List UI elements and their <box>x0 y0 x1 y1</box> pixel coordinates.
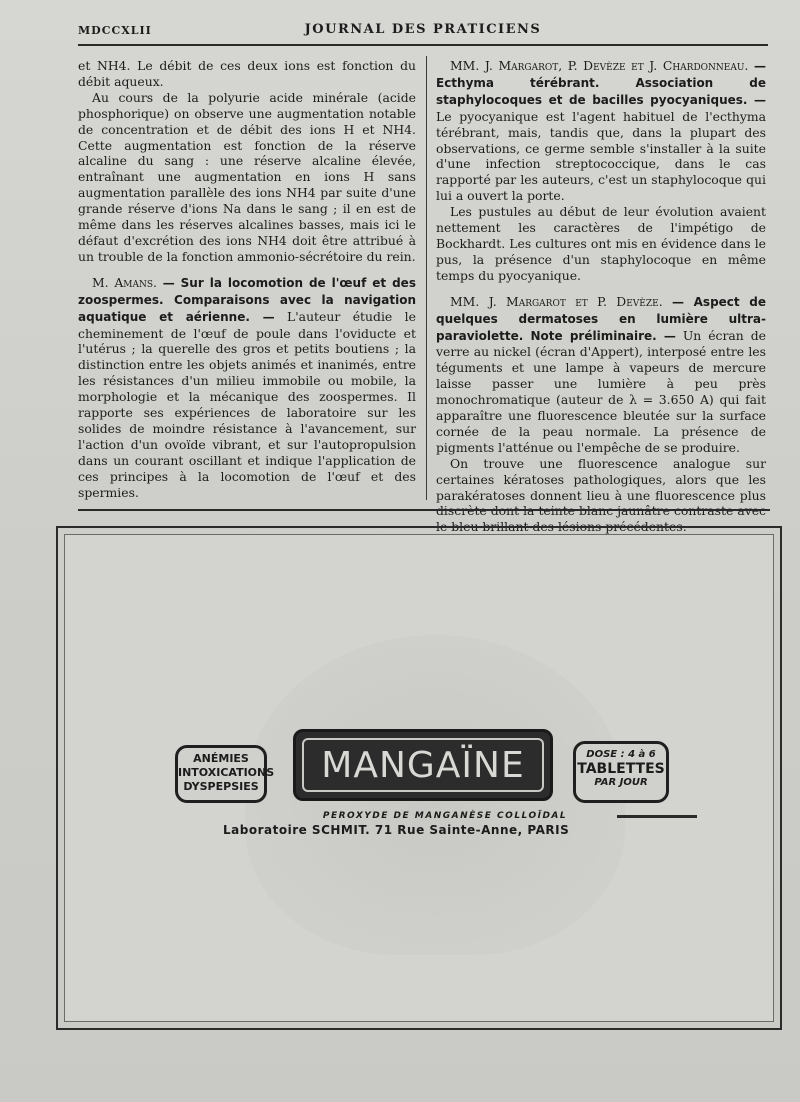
indication: ANÉMIES <box>193 752 249 765</box>
page-header <box>78 24 768 44</box>
abstract-title: — Sur la locomotion de l'œuf et des zoospermes. Comparaisons avec la navigation aquatique et aérienne. — <box>78 275 416 324</box>
abstract-dermatoses <box>436 294 766 456</box>
authors: MM. J. Margarot et P. Devèze. <box>450 293 663 309</box>
paragraph: et NH4. Le débit de ces deux ions est fonction du débit aqueux. <box>78 58 416 89</box>
left-column <box>78 58 416 500</box>
paragraph: On trouve une fluorescence analogue sur certaines kératoses pathologiques, alors que les parakératoses donnent lieu à une fluorescence plus discrète dont la teinte blanc jaunâtre contraste avec le bleu brillant des lésions précédentes. <box>436 455 766 535</box>
abstract-body: Le pyocyanique est l'agent habituel de l'ecthyma térébrant, mais, tandis que, dans la plupart des observations, ce germe semble s'installer à la suite d'une infection streptococcique, dans le cas rapporté par les auteurs, c'est un staphylocoque qui lui a ouvert la porte. <box>436 108 766 204</box>
dosage-line: DOSE : 4 à 6 <box>586 749 656 760</box>
text-end-rule <box>78 509 770 511</box>
dosage-line: TABLETTES <box>577 761 665 777</box>
abstract-body: L'auteur étudie le cheminement de l'œuf de poule dans l'oviducte et l'utérus ; la querelle des gros et petits boutiens ; la distinction entre les objets animés et inanimés, entre les résistances d'un milieu immobile ou mobile, la morphologie et la mécanique des zoospermes. Il rapporte ses expériences de laboratoire sur les solides de moindre résistance à l'avancement, sur l'action d'un ovoïde vibrant, et sur l'autopropulsion dans un courant oscillant et indique l'application de ces principes à la locomotion de l'œuf et des spermies. <box>78 308 416 500</box>
column-divider <box>426 56 427 500</box>
folio-number: MDCCXLII <box>78 24 152 37</box>
abstract-ecthyma <box>436 58 766 204</box>
right-column <box>436 58 766 535</box>
running-title: JOURNAL DES PRATICIENS <box>304 22 542 37</box>
brand-plate <box>293 729 553 801</box>
author: M. Amans. <box>92 274 157 290</box>
indication: DYSPEPSIES <box>183 780 259 793</box>
product-description: PEROXYDE DE MANGANÈSE COLLOÏDAL <box>322 811 568 821</box>
header-rule <box>78 44 768 46</box>
laboratory-address: Laboratoire SCHMIT. 71 Rue Sainte-Anne, PARIS <box>223 823 570 837</box>
paragraph: Au cours de la polyurie acide minérale (acide phosphorique) on observe une augmentation notable de concentration et de débit des ions H et NH4. Cette augmentation est fonction de la réserve alcaline du sang : une réserve alcaline élevée, entraînant une augmentation en ions H sans augmentation parallèle des ions NH4 par suite d'une grande réserve d'ions Na dans le sang ; il en est de même dans les réserves alcalines basses, mais ici le défaut d'excrétion des ions NH4 doit être attribué à un trouble de la fonction ammonio-sécrétoire du rein. <box>78 89 416 264</box>
abstract-amans <box>78 275 416 501</box>
brand-name: MANGAÏNE <box>302 738 544 792</box>
dosage-badge <box>573 741 669 803</box>
paragraph: Les pustules au début de leur évolution avaient nettement les caractères de l'impétigo de Bockhardt. Les cultures ont mis en évidence dans le pus, la présence d'un staphylocoque en même temps du pyocyanique. <box>436 204 766 283</box>
abstract-title: — Ecthyma térébrant. Association de staphylocoques et de bacilles pyocyaniques. — <box>436 59 766 107</box>
dosage-line: PAR JOUR <box>594 777 648 788</box>
abstract-body: Un écran de verre au nickel (écran d'Appert), interposé entre les téguments et une lampe à vapeurs de mercure laisse passer une lumière à peu près monochromatique (auteur de λ = 3.650 A) qui fait apparaître une fluorescence bleutée sur la surface cornée de la peau normale. La présence de pigments l'atténue ou l'empêche de se produire. <box>436 327 766 455</box>
stamp-mark <box>617 805 697 818</box>
indication: INTOXICATIONS <box>178 766 275 779</box>
indications-badge <box>175 745 275 803</box>
abstract-title: — Aspect de quelques dermatoses en lumière ultra-paraviolette. Note préliminaire. — <box>436 294 767 343</box>
authors: MM. J. Margarot, P. Devèze et J. Chardonneau. <box>450 58 749 73</box>
advertisement-inner-border <box>64 534 774 1022</box>
advertisement <box>56 526 782 1030</box>
